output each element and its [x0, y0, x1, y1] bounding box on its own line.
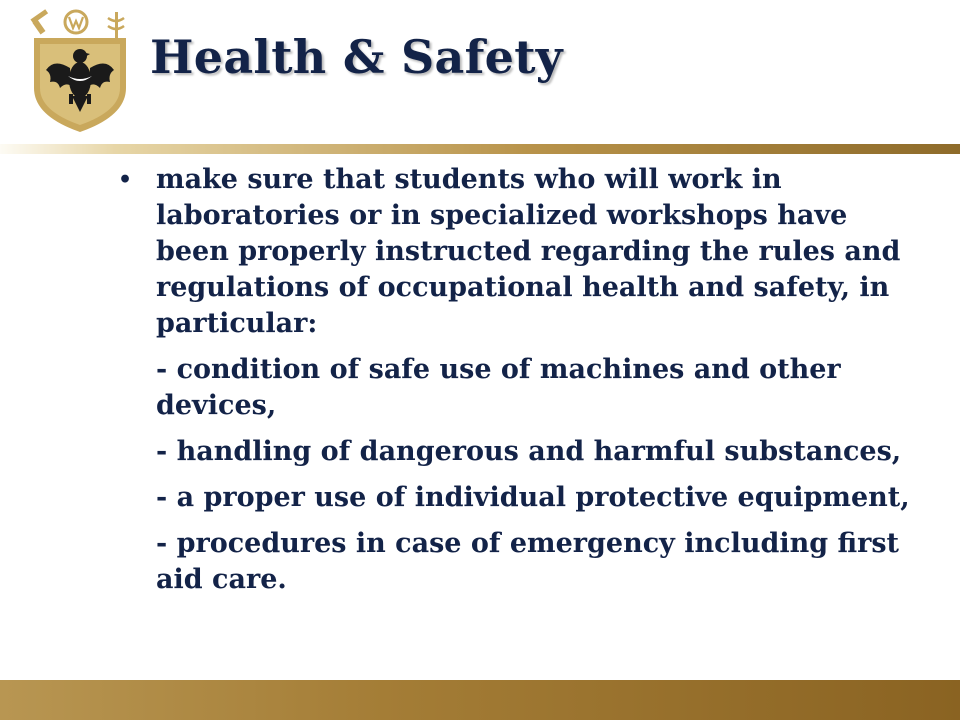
- bullet-icon: •: [118, 167, 133, 193]
- bullet-text: make sure that students who will work in laboratories or in specialized workshops have been properly instructed regarding the rules and regulations of occupational health and safety, in particular:: [156, 164, 901, 339]
- sub-item-substances: - handling of dangerous and harmful substances,: [156, 436, 902, 467]
- sub-item-machines: - condition of safe use of machines and other devices,: [156, 354, 841, 421]
- sub-item-protective-equipment: - a proper use of individual protective equipment,: [156, 482, 910, 513]
- header-divider-bar: [0, 144, 960, 154]
- slide-content: [118, 162, 916, 608]
- bullet-item: [118, 162, 916, 342]
- university-crest: [24, 8, 136, 136]
- sub-item-emergency-procedures: - procedures in case of emergency including first aid care.: [156, 528, 900, 595]
- footer-bar: [0, 680, 960, 720]
- coat-of-arms-eagle-shield-icon: [24, 8, 136, 136]
- slide-title: Health & Safety: [150, 30, 563, 84]
